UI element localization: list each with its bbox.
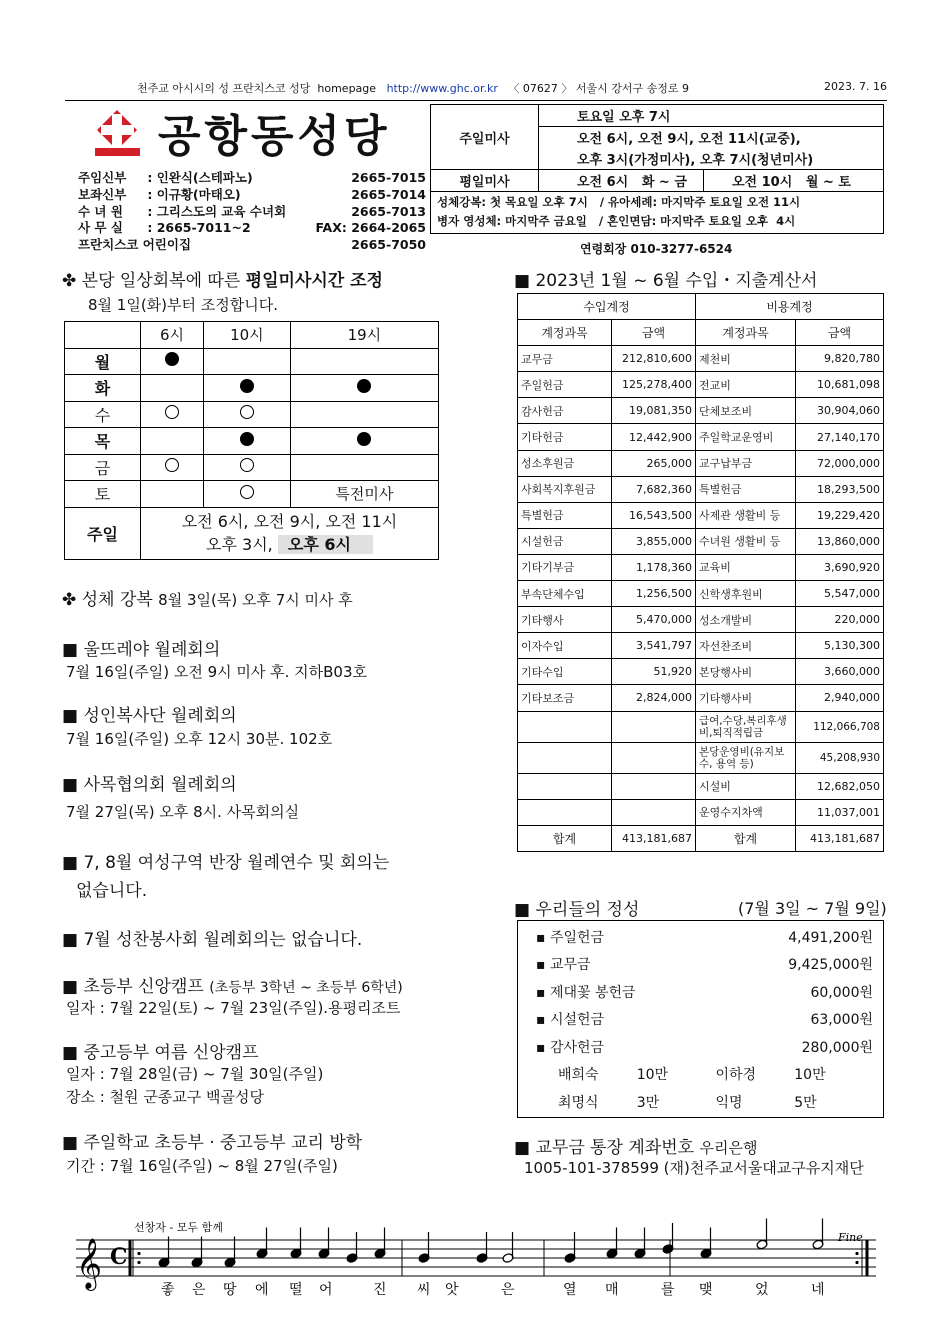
schedule-column-header: 10시 xyxy=(203,322,290,349)
expense-header: 비용계정 xyxy=(696,294,884,320)
income-item: 사회복지후원금 xyxy=(518,476,612,502)
income-item: 교무금 xyxy=(518,346,612,372)
income-amount: 212,810,600 xyxy=(612,346,696,372)
schedule-cell xyxy=(290,401,438,428)
announcement-title: ✤ 성체 강복 8월 3일(목) 오후 7시 미사 후 xyxy=(62,590,353,610)
expense-amount: 3,660,000 xyxy=(796,659,884,685)
schedule-day: 금 xyxy=(65,454,141,481)
donor-cell: 3만 xyxy=(636,1094,660,1111)
offering-row: ▪ 주일헌금 4,491,200원 xyxy=(536,923,873,951)
schedule-day: 목 xyxy=(65,428,141,455)
staff-separator: : xyxy=(143,170,157,185)
lyric-syllable: 매 xyxy=(605,1282,619,1298)
announcement-detail: 7월 16일(주일) 오후 12시 30분. 102호 xyxy=(66,730,333,748)
income-item: 주일헌금 xyxy=(518,372,612,398)
repeat-dot xyxy=(855,1261,858,1264)
issue-date: 2023. 7. 16 xyxy=(824,80,887,93)
donor-cell: 5만 xyxy=(794,1094,817,1111)
donor-cell: 10만 xyxy=(794,1067,826,1084)
weekday-mass-label: 평일미사 xyxy=(431,170,539,192)
lyric-syllable: 은 xyxy=(501,1282,515,1298)
schedule-cell xyxy=(290,375,438,402)
staff-row xyxy=(78,170,426,187)
staff-role: 보좌신부 xyxy=(78,186,127,202)
sunday-mass-label: 주일미사 xyxy=(431,105,539,170)
staff-role: 사 무 실 xyxy=(78,220,123,236)
weekday-schedule-table xyxy=(64,321,439,560)
income-amount xyxy=(612,711,696,742)
homepage-link[interactable]: http://www.ghc.or.kr xyxy=(386,82,498,95)
empty-circle-icon xyxy=(240,458,254,472)
income-item: 시설헌금 xyxy=(518,528,612,554)
schedule-cell xyxy=(203,401,290,428)
schedule-cell xyxy=(141,401,204,428)
expense-amount: 5,547,000 xyxy=(796,581,884,607)
staff-role: 수 녀 원 xyxy=(78,203,123,219)
table-row xyxy=(518,711,884,742)
sunday-mass-line: 토요일 오후 7시 xyxy=(539,105,884,127)
clover-icon: ✤ xyxy=(62,271,77,291)
income-amount: 12,442,900 xyxy=(612,424,696,450)
announcement-title: ■ 중고등부 여름 신앙캠프 xyxy=(62,1043,259,1063)
income-amount: 125,278,400 xyxy=(612,372,696,398)
offering-row: ▪ 제대꽃 봉헌금 60,000원 xyxy=(536,978,873,1006)
announcement-detail: 장소 : 철원 군종교구 백골성당 xyxy=(66,1088,265,1106)
staff-name: 그리스도의 교육 수녀회 xyxy=(156,203,287,219)
weekday-mass-2: 오전 10시 월 ~ 토 xyxy=(704,170,884,192)
lyric-syllable: 를 xyxy=(661,1282,675,1298)
offerings-box xyxy=(517,920,884,1118)
empty-circle-icon xyxy=(165,458,179,472)
expense-amount: 13,860,000 xyxy=(796,528,884,554)
income-item: 부속단체수입 xyxy=(518,581,612,607)
total-expense: 413,181,687 xyxy=(796,825,884,851)
staff-row xyxy=(78,187,426,204)
income-item: 특별헌금 xyxy=(518,502,612,528)
income-amount: 51,920 xyxy=(612,659,696,685)
total-income: 413,181,687 xyxy=(612,825,696,851)
expense-amount: 220,000 xyxy=(796,607,884,633)
announcement-title: ■ 초등부 신앙캠프 (초등부 3학년 ~ 초등부 6학년) xyxy=(62,977,403,997)
income-amount: 265,000 xyxy=(612,450,696,476)
staff-name: 이규황(마태오) xyxy=(156,186,241,202)
table-row xyxy=(518,554,884,580)
funeral-contact: 연령회장 010-3277-6524 xyxy=(580,242,733,256)
offering-name: 제대꽃 봉헌금 xyxy=(549,984,636,1001)
staff-name: 2665-7011~2 xyxy=(156,220,251,236)
staff-phone: 2665-7013 xyxy=(351,203,426,219)
expense-amount: 3,690,920 xyxy=(796,554,884,580)
column-header: 계정과목 xyxy=(518,320,612,346)
table-row xyxy=(518,502,884,528)
schedule-cell xyxy=(290,481,438,508)
total-label: 합계 xyxy=(696,825,796,851)
income-amount: 3,855,000 xyxy=(612,528,696,554)
expense-amount: 9,820,780 xyxy=(796,346,884,372)
staff-row xyxy=(78,220,426,237)
filled-circle-icon xyxy=(165,352,179,366)
offering-amount: 280,000원 xyxy=(801,1039,873,1056)
income-amount: 7,682,360 xyxy=(612,476,696,502)
table-row xyxy=(518,476,884,502)
total-row xyxy=(518,825,884,851)
expense-item: 급여,수당,복리후생비,퇴직적립금 xyxy=(696,711,796,742)
schedule-cell xyxy=(203,375,290,402)
staff-role: 프란치스코 어린이집 xyxy=(78,237,192,253)
treble-clef-icon: 𝄞 xyxy=(76,1238,103,1289)
lyric-syllable: 었 xyxy=(755,1282,769,1298)
table-row xyxy=(518,450,884,476)
staff-name xyxy=(191,237,351,254)
common-time-icon: C xyxy=(110,1244,128,1270)
weekday-mass-1: 오전 6시 화 ~ 금 xyxy=(539,170,704,192)
offerings-title: ■ 우리들의 정성 xyxy=(514,900,640,920)
schedule-cell xyxy=(141,454,204,481)
score-leader-label: 선창자 - 모두 함께 xyxy=(134,1221,223,1234)
staff-separator: : xyxy=(143,220,157,236)
schedule-day: 토 xyxy=(65,481,141,508)
expense-amount: 45,208,930 xyxy=(796,742,884,773)
schedule-cell xyxy=(141,348,204,375)
expense-item: 신학생후원비 xyxy=(696,581,796,607)
income-item xyxy=(518,799,612,825)
expense-item: 교구납부금 xyxy=(696,450,796,476)
staff-directory xyxy=(78,170,426,254)
schedule-column-header: 19시 xyxy=(290,322,438,349)
weekday-section-subtitle: 8월 1일(화)부터 조정합니다. xyxy=(88,296,278,314)
offering-row: ▪ 시설헌금 63,000원 xyxy=(536,1006,873,1034)
repeat-dot xyxy=(855,1252,858,1255)
income-item: 성소후원금 xyxy=(518,450,612,476)
offering-name: 시설헌금 xyxy=(549,1012,605,1029)
schedule-column-header: 6시 xyxy=(141,322,204,349)
donor-cell: 10만 xyxy=(636,1067,669,1084)
expense-amount: 5,130,300 xyxy=(796,633,884,659)
offering-amount: 63,000원 xyxy=(810,1012,873,1029)
income-item: 기타보조금 xyxy=(518,685,612,711)
schedule-cell xyxy=(290,348,438,375)
income-amount xyxy=(612,773,696,799)
schedule-day: 주일 xyxy=(65,507,141,559)
announcement-detail: 일자 : 7월 22일(토) ~ 7월 23일(주일).용평리조트 xyxy=(66,999,401,1017)
table-row xyxy=(518,742,884,773)
highlighted-mass: 오후 6시 xyxy=(278,535,373,554)
table-row xyxy=(518,424,884,450)
expense-item: 수녀원 생활비 등 xyxy=(696,528,796,554)
finance-table xyxy=(517,293,884,852)
income-amount xyxy=(612,799,696,825)
schedule-cell xyxy=(141,481,204,508)
lyric-syllable: 씨 xyxy=(417,1282,431,1298)
expense-item: 운영수지차액 xyxy=(696,799,796,825)
filled-circle-icon xyxy=(240,432,254,446)
column-header: 금액 xyxy=(796,320,884,346)
notice-line: 성체강복: 첫 목요일 오후 7시 / 유아세례: 마지막주 토요일 오전 11시 xyxy=(437,195,801,209)
schedule-day: 월 xyxy=(65,348,141,375)
table-row xyxy=(518,773,884,799)
offering-amount: 60,000원 xyxy=(810,984,873,1001)
filled-circle-icon xyxy=(357,432,371,446)
income-item: 기타행사 xyxy=(518,607,612,633)
score-fine-label: Fine xyxy=(838,1231,863,1244)
offering-name: 감사헌금 xyxy=(549,1039,605,1056)
column-header: 계정과목 xyxy=(696,320,796,346)
schedule-cell xyxy=(203,348,290,375)
address: 〈 07627 〉 서울시 강서구 송정로 9 xyxy=(508,82,689,95)
account-title: ■ 교무금 통장 계좌번호 우리은행 xyxy=(514,1138,758,1158)
table-row xyxy=(518,346,884,372)
schedule-day: 화 xyxy=(65,375,141,402)
table-row xyxy=(518,685,884,711)
expense-item: 특별헌금 xyxy=(696,476,796,502)
income-header: 수입계정 xyxy=(518,294,696,320)
expense-amount: 112,066,708 xyxy=(796,711,884,742)
sunday-schedule-line: 오후 3시, 오후 6시 xyxy=(141,533,438,556)
schedule-cell xyxy=(203,428,290,455)
sunday-mass-line: 오전 6시, 오전 9시, 오전 11시(교중), xyxy=(539,127,884,149)
offering-name: 주일헌금 xyxy=(549,929,605,946)
expense-item: 단체보조비 xyxy=(696,398,796,424)
income-item xyxy=(518,742,612,773)
announcement-detail: 없습니다. xyxy=(76,881,148,901)
schedule-cell xyxy=(203,454,290,481)
schedule-cell xyxy=(290,428,438,455)
repeat-dot xyxy=(137,1261,140,1264)
repeat-dot xyxy=(137,1252,140,1255)
weekday-section-title: ✤ 본당 일상회복에 따른 평일미사시간 조정 xyxy=(62,271,383,291)
offering-amount: 9,425,000원 xyxy=(788,957,873,974)
staff-role: 주임신부 xyxy=(78,170,127,185)
income-amount: 5,470,000 xyxy=(612,607,696,633)
table-row xyxy=(518,607,884,633)
table-row xyxy=(518,581,884,607)
lyric-syllable: 앗 xyxy=(445,1282,459,1298)
offering-amount: 4,491,200원 xyxy=(788,929,873,946)
table-row xyxy=(518,633,884,659)
schedule-cell xyxy=(290,454,438,481)
announcement-title: ■ 성인복사단 월례회의 xyxy=(62,706,237,726)
expense-item: 본당행사비 xyxy=(696,659,796,685)
table-row xyxy=(518,799,884,825)
parish-logo-icon xyxy=(95,108,140,158)
homepage-label: homepage xyxy=(317,82,377,95)
staff-row xyxy=(78,237,426,254)
lyric-syllable: 땅 xyxy=(223,1282,237,1298)
lyric-syllable: 좋 xyxy=(161,1282,175,1298)
offerings-period: (7월 3일 ~ 7월 9일) xyxy=(738,899,887,918)
expense-item: 시설비 xyxy=(696,773,796,799)
donor-cell: 이하경 xyxy=(715,1067,757,1084)
table-row xyxy=(518,372,884,398)
filled-circle-icon xyxy=(357,379,371,393)
income-amount: 3,541,797 xyxy=(612,633,696,659)
expense-item: 기타행사비 xyxy=(696,685,796,711)
column-header: 금액 xyxy=(612,320,696,346)
income-item: 감사헌금 xyxy=(518,398,612,424)
expense-amount: 72,000,000 xyxy=(796,450,884,476)
hymn-score xyxy=(72,1218,882,1308)
staff-separator: : xyxy=(143,203,157,219)
schedule-day: 수 xyxy=(65,401,141,428)
lyric-syllable: 네 xyxy=(811,1282,825,1298)
lyric-syllable: 떨 xyxy=(289,1282,303,1298)
donor-row xyxy=(536,1061,873,1089)
expense-amount: 10,681,098 xyxy=(796,372,884,398)
donor-cell: 익명 xyxy=(715,1094,743,1111)
notice-line: 병자 영성체: 마지막주 금요일 / 혼인면담: 마지막주 토요일 오후 4시 xyxy=(437,214,796,228)
staff-phone: 2665-7014 xyxy=(351,186,426,202)
income-item: 기타헌금 xyxy=(518,424,612,450)
income-item: 기타수입 xyxy=(518,659,612,685)
income-item xyxy=(518,773,612,799)
announcement-title: ■ 주일학교 초등부 · 중고등부 교리 방학 xyxy=(62,1133,363,1153)
expense-item: 제천비 xyxy=(696,346,796,372)
staff-row xyxy=(78,204,426,221)
mass-times-table xyxy=(430,104,884,192)
announcement-title: ■ 사목협의회 월례회의 xyxy=(62,775,237,795)
header-line xyxy=(65,80,887,101)
total-label: 합계 xyxy=(518,825,612,851)
lyric-syllable: 맺 xyxy=(699,1282,713,1298)
staff-separator: : xyxy=(143,186,157,202)
announcement-title: ■ 7, 8월 여성구역 반장 월례연수 및 회의는 xyxy=(62,853,390,873)
announcement-detail: 기간 : 7월 16일(주일) ~ 8월 27일(주일) xyxy=(66,1157,338,1175)
empty-circle-icon xyxy=(165,405,179,419)
expense-amount: 27,140,170 xyxy=(796,424,884,450)
clover-icon: ✤ xyxy=(62,590,77,610)
schedule-cell xyxy=(141,375,204,402)
offering-row: ▪ 교무금 9,425,000원 xyxy=(536,951,873,979)
staff-phone: 2665-7015 xyxy=(351,170,426,185)
empty-circle-icon xyxy=(240,485,254,499)
expense-item: 성소개발비 xyxy=(696,607,796,633)
income-item: 기타기부금 xyxy=(518,554,612,580)
announcement-detail: 7월 16일(주일) 오전 9시 미사 후. 지하B03호 xyxy=(66,663,368,681)
income-amount: 2,824,000 xyxy=(612,685,696,711)
table-row xyxy=(518,659,884,685)
sacrament-notices xyxy=(430,191,884,234)
income-amount: 16,543,500 xyxy=(612,502,696,528)
expense-item: 자선찬조비 xyxy=(696,633,796,659)
offering-name: 교무금 xyxy=(549,957,591,974)
expense-amount: 30,904,060 xyxy=(796,398,884,424)
table-row xyxy=(518,398,884,424)
table-row xyxy=(518,528,884,554)
schedule-corner xyxy=(65,322,141,349)
account-number: 1005-101-378599 (재)천주교서울대교구유지재단 xyxy=(524,1159,864,1177)
lyric-syllable: 진 xyxy=(373,1282,387,1298)
sunday-mass-line: 오후 3시(가정미사), 오후 7시(청년미사) xyxy=(539,148,884,170)
income-amount: 1,178,360 xyxy=(612,554,696,580)
staff-phone: FAX: 2664-2065 xyxy=(315,220,426,236)
donor-row xyxy=(536,1088,873,1116)
expense-amount: 11,037,001 xyxy=(796,799,884,825)
empty-circle-icon xyxy=(240,405,254,419)
lyric-syllable: 에 xyxy=(255,1282,269,1298)
parish-title: 공항동성당 xyxy=(158,111,391,162)
income-amount: 1,256,500 xyxy=(612,581,696,607)
filled-circle-icon xyxy=(240,379,254,393)
staff-name: 인완식(스테파노) xyxy=(156,170,253,185)
announcement-detail: 7월 27일(목) 오후 8시. 사목회의실 xyxy=(66,803,300,821)
expense-item: 전교비 xyxy=(696,372,796,398)
church-name: 천주교 아시시의 성 프란치스코 성당 xyxy=(137,82,311,95)
expense-amount: 18,293,500 xyxy=(796,476,884,502)
income-item: 이자수입 xyxy=(518,633,612,659)
schedule-cell xyxy=(141,428,204,455)
expense-amount: 19,229,420 xyxy=(796,502,884,528)
lyric-syllable: 어 xyxy=(319,1282,333,1298)
income-amount xyxy=(612,742,696,773)
expense-item: 사제관 생활비 등 xyxy=(696,502,796,528)
sunday-schedule-line: 오전 6시, 오전 9시, 오전 11시 xyxy=(181,512,398,531)
expense-amount: 12,682,050 xyxy=(796,773,884,799)
schedule-note: 특전미사 xyxy=(335,485,394,504)
expense-item: 본당운영비(유지보수, 용역 등) xyxy=(696,742,796,773)
schedule-cell xyxy=(203,481,290,508)
lyric-syllable: 은 xyxy=(192,1282,206,1298)
expense-item: 주일학교운영비 xyxy=(696,424,796,450)
sunday-schedule xyxy=(141,507,439,559)
offering-row: ▪ 감사헌금 280,000원 xyxy=(536,1033,873,1061)
announcement-title: ■ 7월 성찬봉사회 월례회의는 없습니다. xyxy=(62,930,363,950)
finance-title: ■ 2023년 1월 ~ 6월 수입・지출계산서 xyxy=(514,271,818,291)
donor-cell: 배희숙 xyxy=(558,1067,599,1084)
announcement-detail: 일자 : 7월 28일(금) ~ 7월 30일(주일) xyxy=(66,1065,324,1083)
expense-amount: 2,940,000 xyxy=(796,685,884,711)
staff-phone: 2665-7050 xyxy=(351,237,426,253)
announcement-title: ■ 울뜨레야 월례회의 xyxy=(62,640,221,660)
income-amount: 19,081,350 xyxy=(612,398,696,424)
donor-cell: 최명식 xyxy=(558,1094,599,1111)
income-item xyxy=(518,711,612,742)
lyric-syllable: 열 xyxy=(563,1282,577,1298)
expense-item: 교육비 xyxy=(696,554,796,580)
